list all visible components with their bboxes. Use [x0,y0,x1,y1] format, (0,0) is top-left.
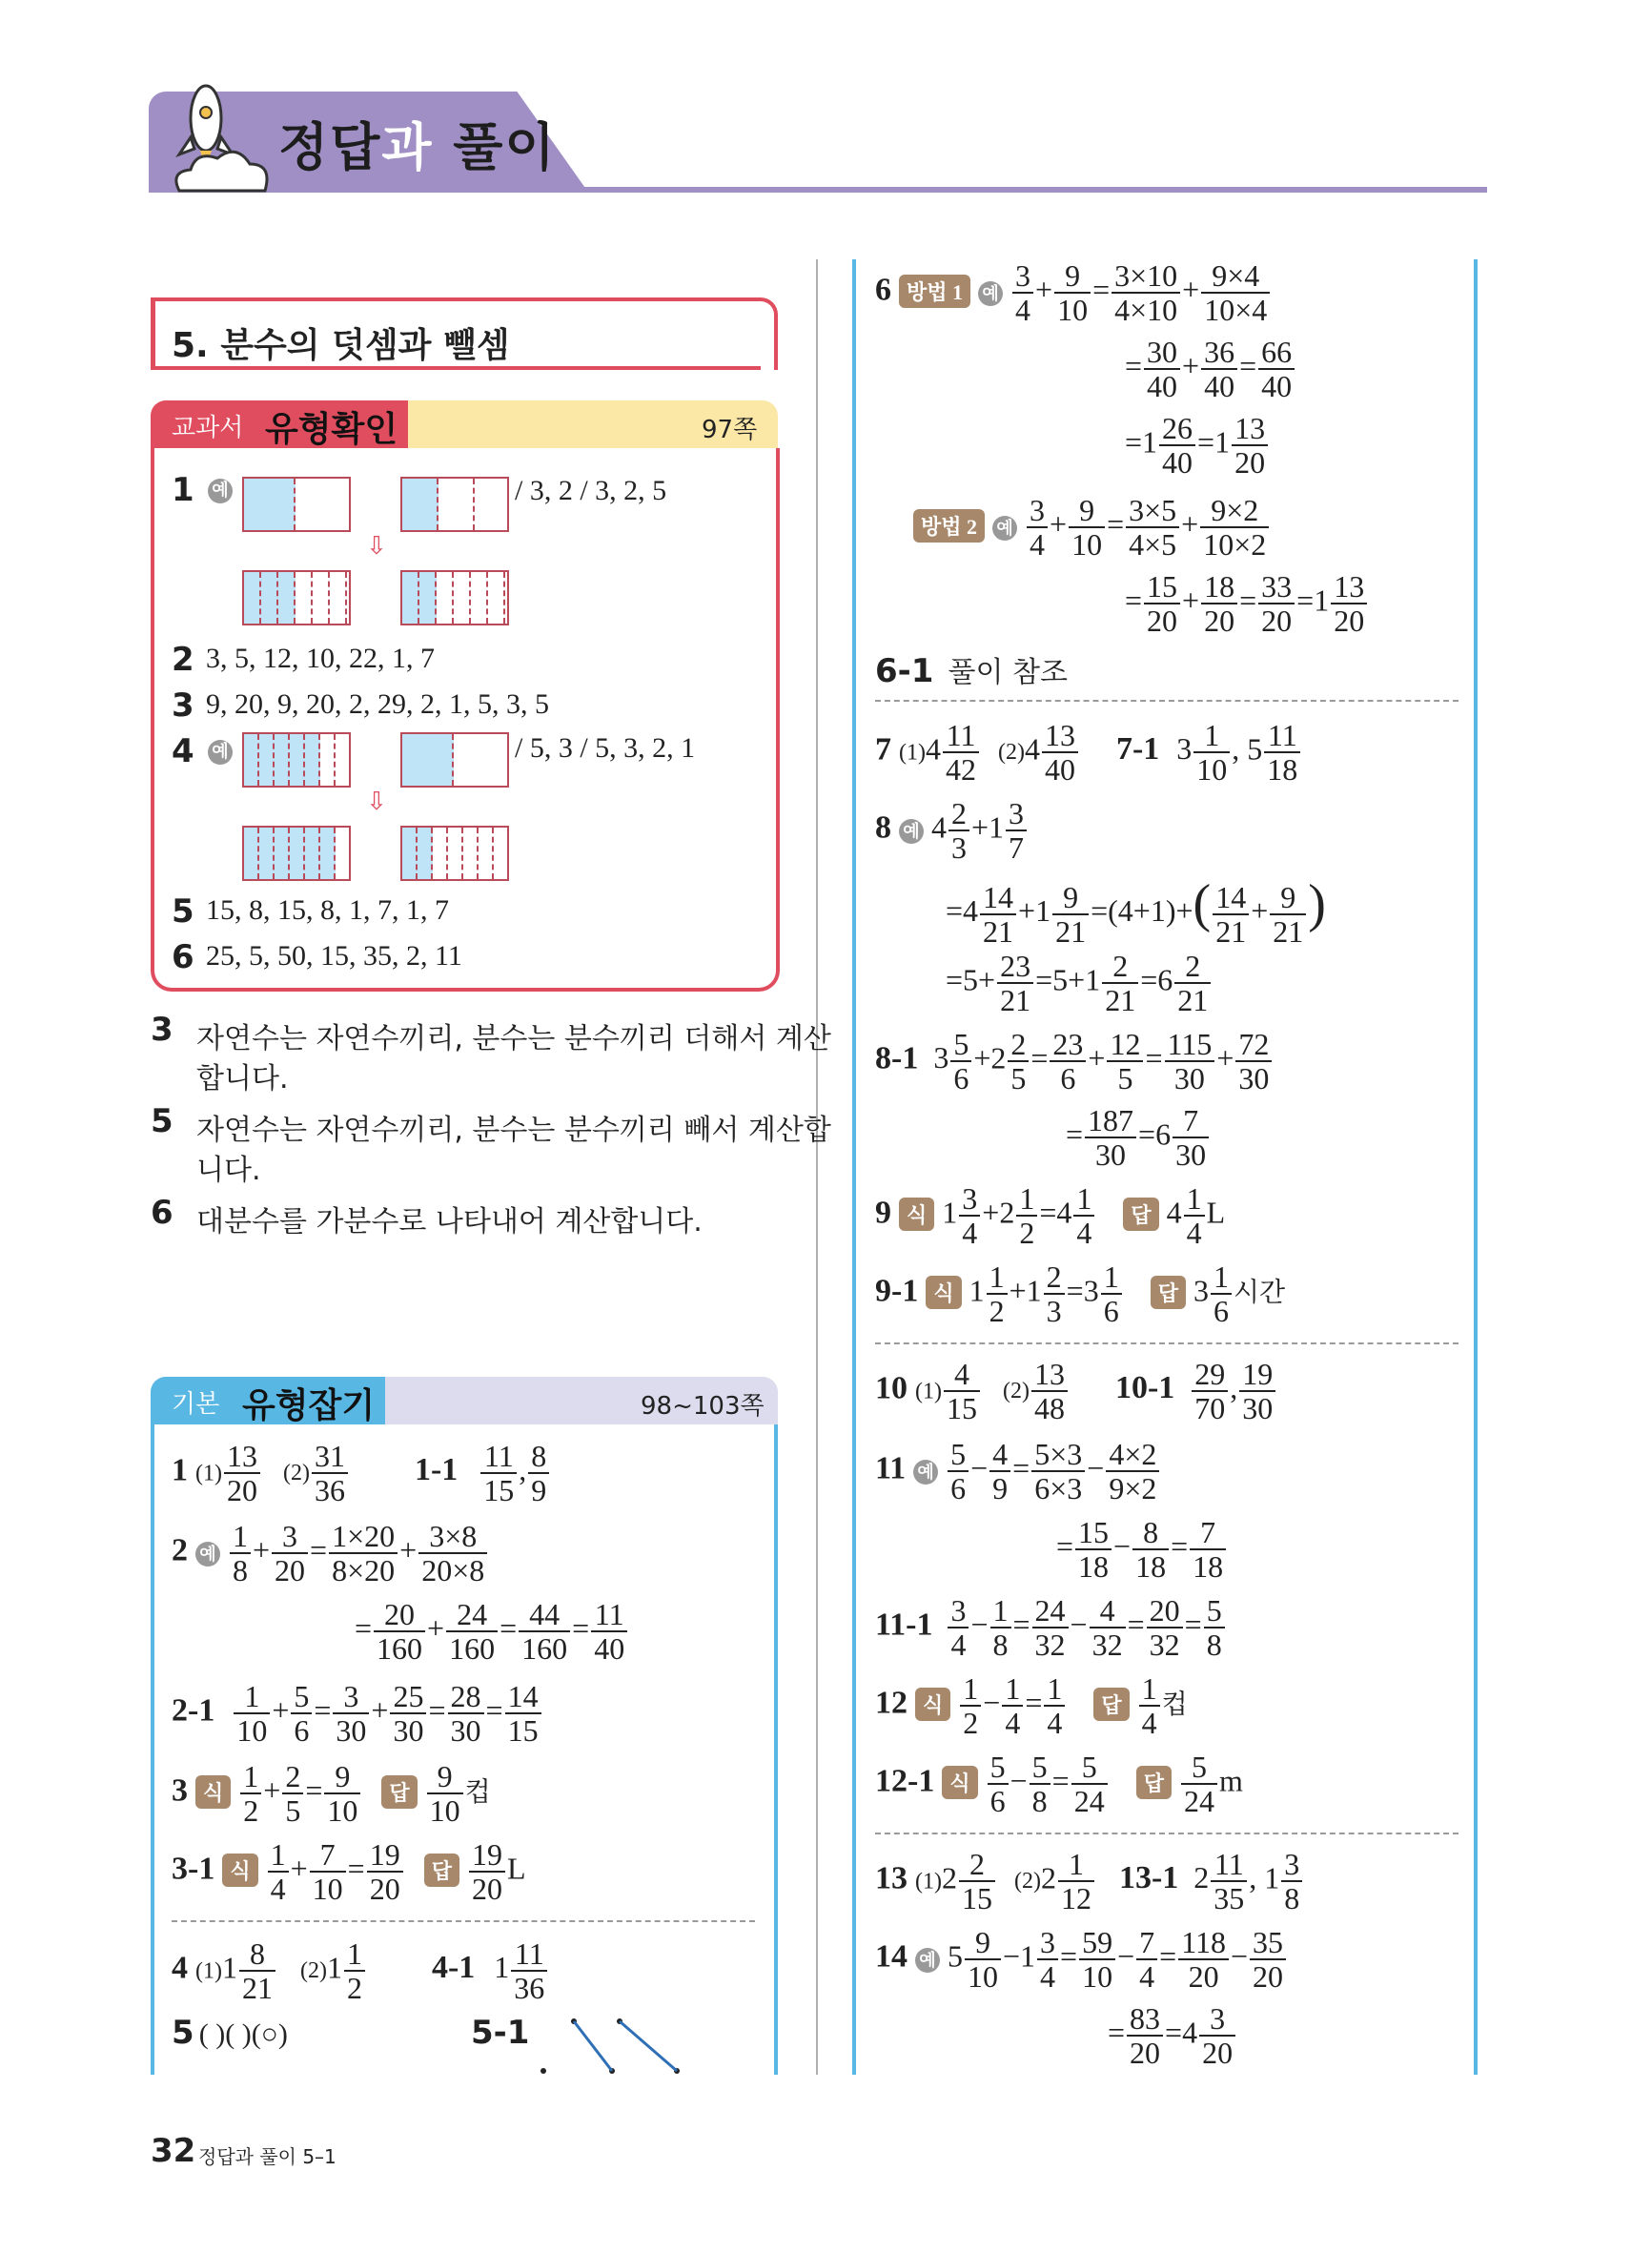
answer-4: 4 (1)1 $\frac{8}{21}$ (2)1 $\frac{1}{2}$ 4-1 1 $\frac{11}{36}$ [172,1937,549,2004]
answer-12: 12 식 $\frac{1}{2}$ − $\frac{1}{4}$ = $\frac{1}{4}$ 답 $\frac{1}{4}$ 컵 [875,1671,1188,1740]
item-number: 5 [151,1102,173,1140]
answer-12-1: 12-1 식 $\frac{5}{6}$ − $\frac{5}{8}$ = $\frac{5}{24}$ 답 $\frac{5}{24}$ m [875,1750,1243,1818]
fraction-model [242,570,351,625]
box2-left-border [151,1424,154,2075]
answer-11: 11 예 $\frac{5}{6}$ − $\frac{4}{9}$ = $\frac{5\times 3}{6\times 3}$ − $\frac{4\times 2}{9\times 2}$ [875,1438,1161,1505]
explanation-text: 대분수를 가분수로 나타내어 계산합니다. [196,1205,703,1239]
answer-6-step3: =1 $\frac{26}{40}$ =1 $\frac{13}{20}$ [1125,412,1270,479]
answer-text: 9, 20, 9, 20, 2, 29, 2, 1, 5, 3, 5 [206,688,549,720]
answer-6: 6 방법 1 예 $\frac{3}{4}$ + $\frac{9}{10}$ = $\frac{3\times 10}{4\times 10}$ + $\frac{9\times 4}{10\times 4}$ [875,259,1272,326]
box2-tab-title: 유형잡기 [242,1386,376,1425]
explanation-text: 자연수는 자연수끼리, 분수는 분수끼리 빼서 계산합 [196,1114,831,1147]
fraction-model [242,826,351,881]
answer-14: 14 예 5 $\frac{9}{10}$ −1 $\frac{3}{4}$ = $\frac{59}{10}$ − $\frac{7}{4}$ = $\frac{118}{20}$ − $\frac{35}{20}$ [875,1926,1288,1993]
answer-5: 5 ( )( )(○) [172,2014,288,2052]
answer-1: 1 (1) $\frac{13}{20}$ (2) $\frac{31}{36}$ 1-1 $\frac{11}{15}$ , $\frac{8}{9}$ [172,1440,551,1506]
item-number: 3 [151,1011,173,1049]
answer-8: 8 예 4 $\frac{2}{3}$ +1 $\frac{3}{7}$ [875,797,1029,864]
answer-6-method2: 방법 2 예 $\frac{3}{4}$ + $\frac{9}{10}$ = $\frac{3\times 5}{4\times 5}$ + $\frac{9\times 2}{10\times 2}$ [913,494,1271,561]
fraction-model [400,826,509,881]
footer-text: 정답과 풀이 5–1 [198,2145,337,2168]
answer-text: 3, 5, 12, 10, 22, 1, 7 [206,643,435,674]
item-number: 5-1 [471,2014,530,2052]
answer-2-1: 2-1 $\frac{1}{10}$ + $\frac{5}{6}$ = $\frac{3}{30}$ + $\frac{25}{30}$ = $\frac{28}{30}$ = $\frac{14}{15}$ [172,1680,543,1747]
cloud-icon [170,143,275,195]
column-divider [816,259,818,2075]
fraction-model [242,477,351,532]
answer-10: 10 (1) $\frac{4}{15}$ (2) $\frac{13}{48}$ 10-1 $\frac{29}{70}$ , $\frac{19}{30}$ [875,1358,1277,1424]
divider [875,1833,1458,1834]
box1-tab-title: 유형확인 [265,410,398,449]
answer-text: / 5, 3 / 5, 3, 2, 1 [515,732,696,764]
arrow-down-icon: ⇩ [366,532,387,561]
divider [172,1920,755,1922]
item-number: 1 [172,471,194,509]
answer-8-step3: =5+ $\frac{23}{21}$ =5+1 $\frac{2}{21}$ =6 $\frac{2}{21}$ [946,950,1213,1016]
answer-11-1: 11-1 $\frac{3}{4}$ − $\frac{1}{8}$ = $\frac{24}{32}$ − $\frac{4}{32}$ = $\frac{20}{32}$ = $\frac{5}{8}$ [875,1594,1227,1661]
box1-page-ref: 97쪽 [702,416,758,444]
explanation-text: 자연수는 자연수끼리, 분수는 분수끼리 더해서 계산 [196,1022,831,1055]
answer-9: 9 식 1 $\frac{3}{4}$ +2 $\frac{1}{2}$ =4 $\frac{1}{4}$ 답 4 $\frac{1}{4}$ L [875,1181,1226,1250]
answer-3-1: 3-1 식 $\frac{1}{4}$ + $\frac{7}{10}$ = $\frac{19}{20}$ 답 $\frac{19}{20}$ L [172,1837,526,1906]
answer-text: 15, 8, 15, 8, 1, 7, 1, 7 [206,894,449,926]
answer-7: 7 (1)4 $\frac{11}{42}$ (2)4 $\frac{13}{40}$ 7-1 3 $\frac{1}{10}$ , 5 $\frac{11}{18}$ [875,719,1302,786]
answer-6-1: 6-1 풀이 참조 [875,652,1068,690]
fraction-model [400,570,509,625]
fraction-model [400,732,509,788]
page-number: 32 [151,2132,196,2170]
item-number: 2 [172,641,194,679]
item-number: 3 [172,686,194,725]
item-number: 5 [172,892,194,931]
divider [875,700,1458,702]
example-badge: 예 [208,740,233,765]
answer-8-1-step2: = $\frac{187}{30}$ =6 $\frac{7}{30}$ [1066,1104,1211,1171]
page-title: 정답과 풀이 [278,117,557,177]
explanation-text: 니다. [196,1154,261,1187]
answer-text: / 3, 2 / 3, 2, 5 [515,475,667,506]
answer-14-step2: = $\frac{83}{20}$ =4 $\frac{3}{20}$ [1108,2002,1237,2069]
header-line [149,187,1487,193]
box1-tab-small: 교과서 [172,414,244,442]
box2-page-ref: 98~103쪽 [641,1392,765,1421]
answer-11-step2: = $\frac{15}{18}$ − $\frac{8}{18}$ = $\frac{7}{18}$ [1056,1516,1228,1583]
item-number: 4 [172,732,194,770]
answer-text: 25, 5, 50, 15, 35, 2, 11 [206,940,462,972]
fraction-model [400,477,509,532]
answer-2: 2 예 $\frac{1}{8}$ + $\frac{3}{20}$ = $\frac{1\times 20}{8\times 20}$ + $\frac{3\times 8}{20\times 8}$ [172,1520,489,1587]
answer-6-method2-step2: = $\frac{15}{20}$ + $\frac{18}{20}$ = $\frac{33}{20}$ =1 $\frac{13}{20}$ [1125,570,1369,637]
fraction-model [242,732,351,788]
chapter-left-border [151,299,155,368]
item-number: 6 [151,1194,173,1232]
answer-6-step2: = $\frac{30}{40}$ + $\frac{36}{40}$ = $\frac{66}{40}$ [1125,336,1296,402]
answer-3: 3 식 $\frac{1}{2}$ + $\frac{2}{5}$ = $\frac{9}{10}$ 답 $\frac{9}{10}$ 컵 [172,1759,491,1828]
box2-right-border [774,1424,778,2075]
answer-8-1: 8-1 3 $\frac{5}{6}$ +2 $\frac{2}{5}$ = $\frac{23}{6}$ + $\frac{12}{5}$ = $\frac{115}{30}$ + $\frac{72}{30}$ [875,1028,1274,1095]
answer-9-1: 9-1 식 1 $\frac{1}{2}$ +1 $\frac{2}{3}$ =3 $\frac{1}{6}$ 답 3 $\frac{1}{6}$ 시간 [875,1260,1286,1328]
answer-13: 13 (1)2 $\frac{2}{15}$ (2)2 $\frac{1}{12}$ 13-1 2 $\frac{11}{35}$ , 1 $\frac{3}{8}$ [875,1848,1304,1915]
right-right-border [1474,259,1478,2075]
explanation-text: 합니다. [196,1062,289,1096]
answer-2-cont: = $\frac{20}{160}$ + $\frac{24}{160}$ = $\frac{44}{160}$ = $\frac{11}{40}$ [355,1598,629,1665]
example-badge: 예 [208,479,233,503]
matching-lines [534,2017,686,2075]
answer-8-step2: =4 $\frac{14}{21}$ +1 $\frac{9}{21}$ =(4+1)+( $\frac{14}{21}$ + $\frac{9}{21}$ ) [946,874,1326,949]
divider [875,1342,1458,1344]
arrow-down-icon: ⇩ [366,788,387,816]
box2-tab-small: 기본 [172,1390,220,1419]
right-left-border [852,259,856,2075]
item-number: 6 [172,938,194,976]
chapter-title: 5. 분수의 덧셈과 뺄셈 [172,326,510,365]
